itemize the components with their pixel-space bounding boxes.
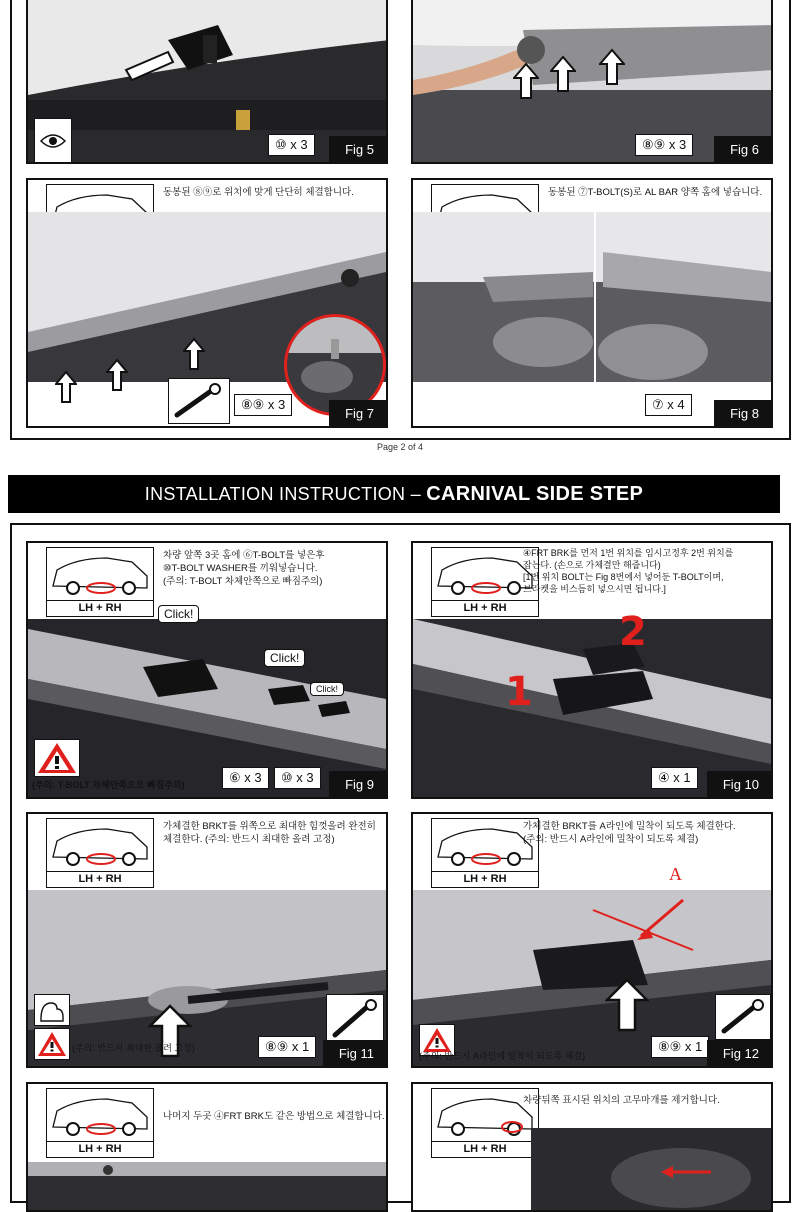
fig10-note: ④FRT BRK를 먼저 1번 위치를 임시고정후 2번 위치를 잡는다. (손으로 가체결만 해줍니다) [1번 위치 BOLT는 Fig 8번에서 넣어둔 T-BOLT이며, 브라켓을 비스듬히 넣으시면 됩니다.] [523, 548, 734, 594]
fig7-note: 동봉된 ⑧⑨로 위치에 맞게 단단히 체결합니다. [163, 187, 354, 198]
fig11-panel [26, 812, 388, 1068]
fig6-qty: ⑧⑨ x 3 [635, 134, 693, 156]
wrench-icon [716, 995, 770, 1039]
side-label: LH + RH [47, 871, 153, 887]
warning-icon [35, 1029, 69, 1059]
fig5-qty: ⑩ x 3 [268, 134, 315, 156]
fig6-panel [411, 0, 773, 164]
hand-icon [287, 317, 383, 413]
click-callout-3: Click! [310, 682, 344, 696]
side-label: LH + RH [47, 600, 153, 616]
fig5-label: Fig 5 [329, 136, 386, 162]
fig13-panel [26, 1082, 388, 1212]
banner-title: CARNIVAL SIDE STEP [426, 483, 644, 505]
fig12-panel [411, 812, 773, 1068]
fig10-qty: ④ x 1 [651, 767, 698, 789]
fig11-qty: ⑧⑨ x 1 [258, 1036, 316, 1058]
side-label: LH + RH [432, 600, 538, 616]
fig9-qty-b: ⑩ x 3 [274, 767, 321, 789]
fig5-panel [26, 0, 388, 164]
up-arrow-icon [605, 978, 649, 1032]
wrench-icon [169, 379, 229, 423]
fig12-warning: (주의: 반드시 A라인에 밀착이 되도록 체결) [419, 1051, 586, 1061]
car-icon [47, 819, 152, 871]
fig14-note: 차량뒤쪽 표시된 위치의 고무마개를 제거합니다. [523, 1095, 720, 1106]
wrench-box [168, 378, 230, 424]
up-arrow-icon [599, 48, 625, 86]
car-diagram [46, 818, 154, 888]
fig8-panel [411, 178, 773, 428]
fig8-note: 동봉된 ⑦T-BOLT(S)로 AL BAR 양쪽 홈에 넣습니다. [548, 187, 763, 198]
fig9-note: 차량 앞쪽 3곳 홈에 ⑥T-BOLT를 넣은후 ⑩T-BOLT WASHER를 끼워넣습니다. (주의: T-BOLT 차체안쪽으로 빠짐주의) [163, 550, 325, 587]
click-callout-2: Click! [264, 649, 305, 667]
click-callout-1: Click! [158, 605, 199, 623]
up-arrow-icon [106, 358, 128, 392]
strength-icon-box [34, 994, 70, 1026]
car-diagram [46, 547, 154, 617]
up-arrow-icon [513, 62, 539, 100]
strength-icon [35, 995, 69, 1025]
eye-icon [35, 119, 71, 163]
step-number-2: 2 [619, 609, 647, 655]
car-icon [47, 1089, 152, 1141]
fig11-warning: (주의: 반드시 최대한 올려 고정) [72, 1043, 195, 1053]
section-banner [8, 475, 780, 513]
up-arrow-icon [55, 370, 77, 404]
fig12-note: 가체결한 BRKT를 A라인에 밀착이 되도록 체결한다. (주의: 반드시 A라인에 밀착이 되도록 체결) [523, 821, 736, 845]
fig11-label: Fig 11 [323, 1040, 386, 1066]
fig9-panel [26, 541, 388, 799]
car-icon [47, 548, 152, 600]
fig7-panel [26, 178, 388, 428]
side-label: LH + RH [47, 1141, 153, 1157]
fig7-label: Fig 7 [329, 400, 386, 426]
page-number: Page 2 of 4 [376, 442, 424, 452]
side-label: LH + RH [432, 1141, 538, 1157]
car-icon [432, 819, 537, 871]
car-icon [432, 1089, 537, 1141]
fig8-label: Fig 8 [714, 400, 771, 426]
fig8-photo [413, 212, 771, 382]
car-diagram [46, 1088, 154, 1158]
side-label: LH + RH [432, 871, 538, 887]
fig8-qty: ⑦ x 4 [645, 394, 692, 416]
wrench-box [326, 994, 384, 1044]
fig11-note: 가체결한 BRKT를 위쪽으로 최대한 힘껏올려 완전히 체결한다. (주의: 반드시 최대한 올려 고정) [163, 821, 376, 845]
fig13-note: 나머지 두곳 ④FRT BRK도 같은 방법으로 체결합니다. [163, 1111, 385, 1122]
up-arrow-icon [550, 55, 576, 93]
warning-box [34, 1028, 70, 1060]
car-icon [432, 548, 537, 600]
line-label-a: A [669, 864, 682, 884]
fig10-label: Fig 10 [707, 771, 771, 797]
fig12-qty: ⑧⑨ x 1 [651, 1036, 709, 1058]
fig6-label: Fig 6 [714, 136, 771, 162]
fig10-panel [411, 541, 773, 799]
wrench-icon [327, 995, 383, 1043]
fig14-photo [531, 1128, 771, 1212]
wrench-box [715, 994, 771, 1040]
fig9-qty-a: ⑥ x 3 [222, 767, 269, 789]
fig12-label: Fig 12 [707, 1040, 771, 1066]
up-arrow-icon [183, 337, 205, 371]
fig14-panel [411, 1082, 773, 1212]
fig9-warning: (주의: T-BOLT 차체안쪽으로 빠짐주의) [32, 780, 185, 790]
banner-prefix: INSTALLATION INSTRUCTION – [144, 484, 427, 504]
fig13-photo [28, 1162, 386, 1212]
step-number-1: 1 [505, 669, 533, 715]
eye-icon-box [34, 118, 72, 164]
fig7-qty: ⑧⑨ x 3 [234, 394, 292, 416]
warning-icon [35, 740, 79, 776]
fig9-label: Fig 9 [329, 771, 386, 797]
warning-box [34, 739, 80, 777]
